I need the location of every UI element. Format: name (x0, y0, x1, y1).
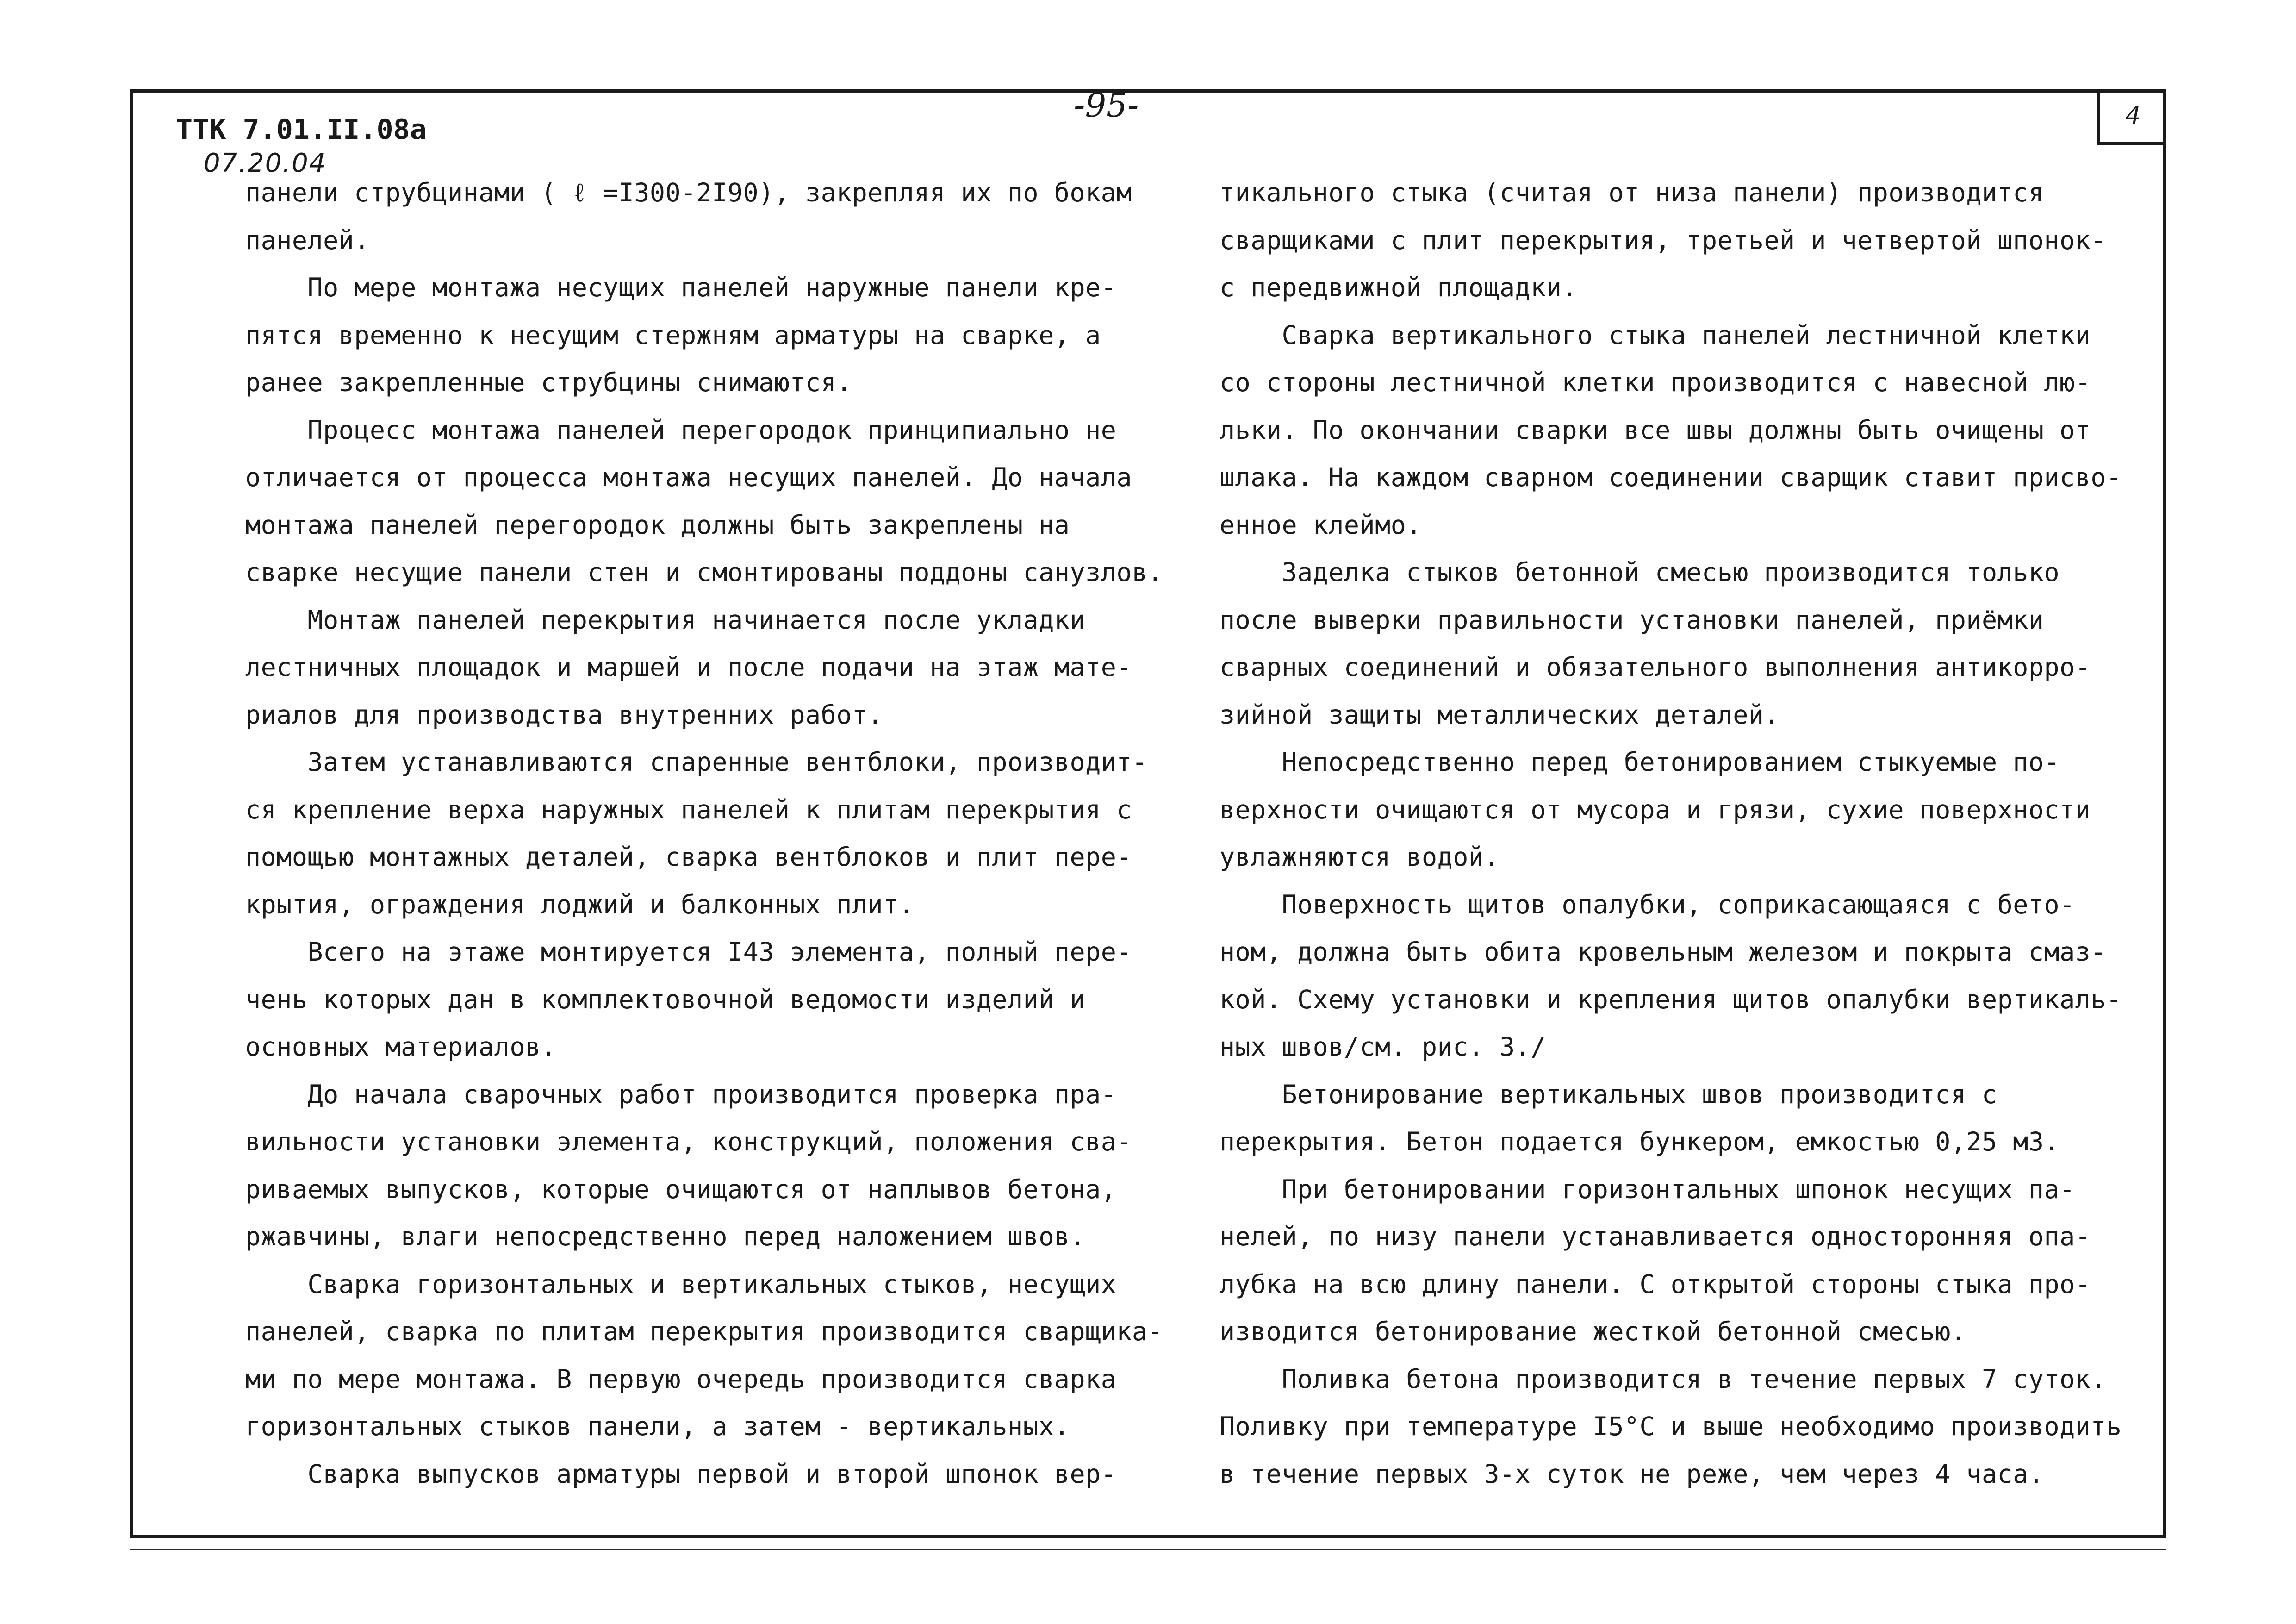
text-line: До начала сварочных работ производится проверка пра- (245, 1079, 1117, 1109)
text-line: льки. По окончании сварки все швы должны быть очищены от (1220, 415, 2091, 445)
text-line: енное клеймо. (1220, 510, 1422, 540)
frame-bottom-rule (130, 1549, 2166, 1550)
text-line: При бетонировании горизонтальных шпонок несущих па- (1220, 1174, 2075, 1204)
text-line: нелей, по низу панели устанавливается односторонняя опа- (1220, 1222, 2091, 1251)
right-text-column (1220, 169, 2122, 1498)
text-line: панелей, сварка по плитам перекрытия производится сварщика- (245, 1317, 1164, 1346)
text-line: Процесс монтажа панелей перегородок принципиально не (245, 415, 1117, 445)
text-line: сварщиками с плит перекрытия, третьей и четвертой шпонок- (1220, 225, 2106, 255)
text-line: шлака. На каждом сварном соединении сварщик ставит присво- (1220, 462, 2122, 492)
text-line: увлажняются водой. (1220, 842, 1500, 872)
text-line: горизонтальных стыков панели, а затем - вертикальных. (245, 1412, 1070, 1441)
text-line: Поверхность щитов опалубки, соприкасающаяся с бето- (1220, 889, 2075, 919)
text-line: панелей. (245, 225, 370, 255)
text-line: Сварка выпусков арматуры первой и второй шпонок вер- (245, 1459, 1117, 1489)
text-line: ржавчины, влаги непосредственно перед наложением швов. (245, 1222, 1086, 1251)
text-line: ся крепление верха наружных панелей к плитам перекрытия с (245, 794, 1132, 824)
text-line: лубка на всю длину панели. С открытой стороны стыка про- (1220, 1269, 2091, 1299)
text-line: Сварка вертикального стыка панелей лестничной клетки (1220, 320, 2091, 350)
document-code: ТТК 7.01.II.08а (176, 113, 427, 146)
text-line: Сварка горизонтальных и вертикальных стыков, несущих (245, 1269, 1117, 1299)
text-line: лестничных площадок и маршей и после подачи на этаж мате- (245, 652, 1132, 682)
text-line: изводится бетонирование жесткой бетонной смесью. (1220, 1317, 1966, 1346)
text-line: По мере монтажа несущих панелей наружные панели кре- (245, 273, 1117, 302)
text-line: Бетонирование вертикальных швов производится с (1220, 1079, 1997, 1109)
sheet-number: 4 (2125, 101, 2141, 130)
text-line: сварке несущие панели стен и смонтированы поддоны санузлов. (245, 557, 1164, 587)
text-line: ном, должна быть обита кровельным железом и покрыта смаз- (1220, 937, 2106, 967)
text-line: вильности установки элемента, конструкций, положения сва- (245, 1127, 1132, 1156)
text-line: пятся временно к несущим стержням арматуры на сварке, а (245, 320, 1101, 350)
page-number: -95- (1074, 86, 1139, 125)
text-line: чень которых дан в комплектовочной ведомости изделий и (245, 984, 1086, 1014)
text-line: перекрытия. Бетон подается бункером, емкостью 0,25 м3. (1220, 1127, 2060, 1156)
text-line: отличается от процесса монтажа несущих панелей. До начала (245, 462, 1132, 492)
text-line: зийной защиты металлических деталей. (1220, 700, 1780, 730)
text-line: панели струбцинами ( ℓ =I300-2I90), закрепляя их по бокам (245, 178, 1132, 207)
text-line: монтажа панелей перегородок должны быть закреплены на (245, 510, 1070, 540)
text-line: Поливку при температуре I5°С и выше необходимо производить (1220, 1412, 2122, 1441)
text-line: ранее закрепленные струбцины снимаются. (245, 368, 852, 397)
sheet-number-box (2097, 89, 2166, 145)
handwritten-code: 07.20.04 (204, 148, 327, 178)
text-line: со стороны лестничной клетки производится с навесной лю- (1220, 368, 2091, 397)
text-line: Непосредственно перед бетонированием стыкуемые по- (1220, 747, 2060, 777)
text-line: верхности очищаются от мусора и грязи, сухие поверхности (1220, 794, 2091, 824)
left-text-column (245, 169, 1164, 1498)
text-line: Заделка стыков бетонной смесью производится только (1220, 557, 2060, 587)
text-line: сварных соединений и обязательного выполнения антикорро- (1220, 652, 2091, 682)
text-line: ных швов/см. рис. 3./ (1220, 1032, 1546, 1062)
text-line: Монтаж панелей перекрытия начинается после укладки (245, 605, 1086, 635)
text-line: риваемых выпусков, которые очищаются от наплывов бетона, (245, 1174, 1117, 1204)
text-line: в течение первых 3-х суток не реже, чем через 4 часа. (1220, 1459, 2044, 1489)
text-line: крытия, ограждения лоджий и балконных плит. (245, 889, 915, 919)
text-line: тикального стыка (считая от низа панели) производится (1220, 178, 2044, 207)
text-line: после выверки правильности установки панелей, приёмки (1220, 605, 2044, 635)
text-line: Поливка бетона производится в течение первых 7 суток. (1220, 1364, 2106, 1394)
text-line: с передвижной площадки. (1220, 273, 1578, 302)
text-line: помощью монтажных деталей, сварка вентблоков и плит пере- (245, 842, 1132, 872)
text-line: Всего на этаже монтируется I43 элемента, полный пере- (245, 937, 1132, 967)
text-line: Затем устанавливаются спаренные вентблоки, производит- (245, 747, 1148, 777)
text-line: кой. Схему установки и крепления щитов опалубки вертикаль- (1220, 984, 2122, 1014)
text-line: ми по мере монтажа. В первую очередь производится сварка (245, 1364, 1117, 1394)
text-line: риалов для производства внутренних работ. (245, 700, 884, 730)
text-line: основных материалов. (245, 1032, 557, 1062)
